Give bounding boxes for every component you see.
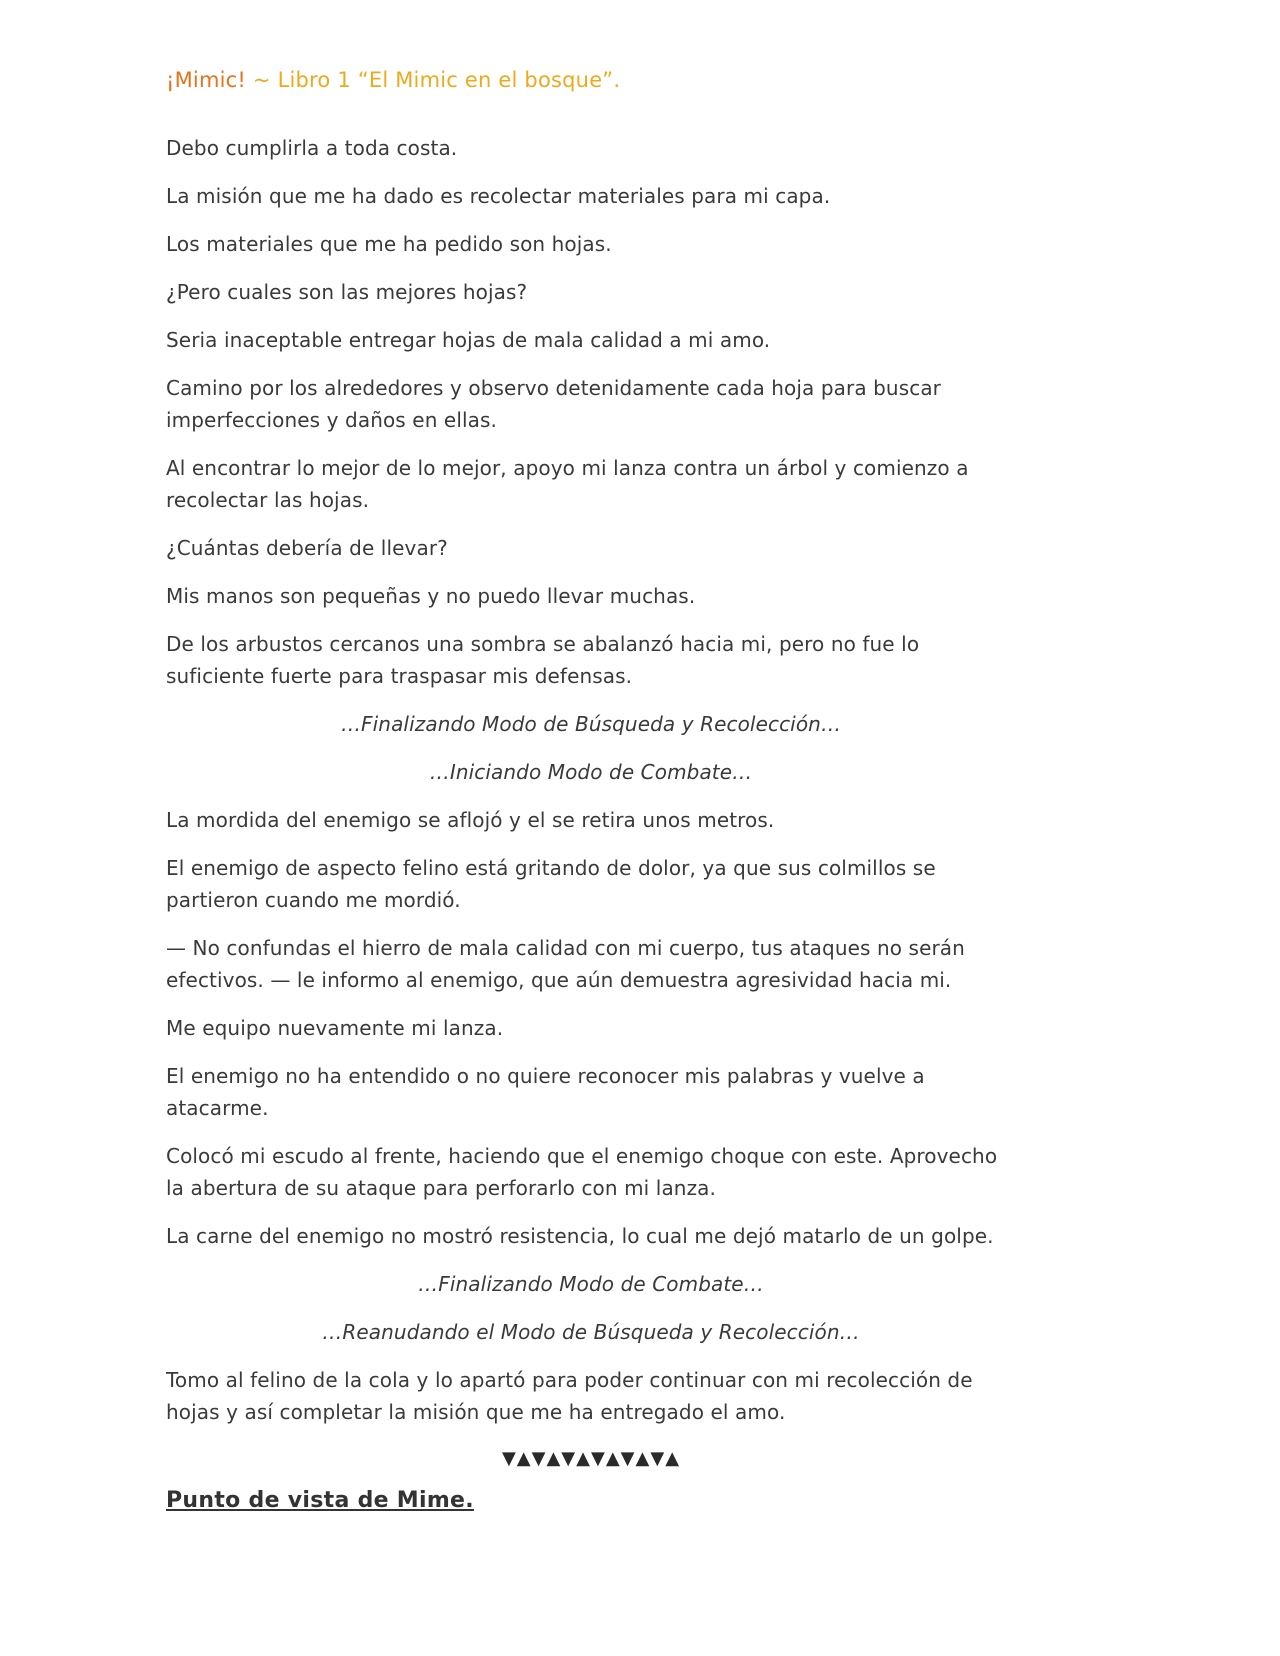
paragraph: El enemigo de aspecto felino está gritando de dolor, ya que sus colmillos se partieron cuando me mordió. <box>166 856 936 912</box>
paragraph: Me equipo nuevamente mi lanza. <box>166 1016 504 1040</box>
section-divider: ▼▲▼▲▼▲▼▲▼▲▼▲ <box>501 1448 681 1469</box>
paragraph: De los arbustos cercanos una sombra se abalanzó hacia mi, pero no fue lo suficiente fuerte para traspasar mis defensas. <box>166 632 920 688</box>
header-brand: ¡Mimic! <box>166 68 247 92</box>
system-message: …Finalizando Modo de Combate… <box>418 1272 764 1296</box>
system-message: …Reanudando el Modo de Búsqueda y Recolección… <box>322 1320 860 1344</box>
paragraph: Seria inaceptable entregar hojas de mala calidad a mi amo. <box>166 328 771 352</box>
paragraph: Los materiales que me ha pedido son hojas. <box>166 232 612 256</box>
paragraph: ¿Cuántas debería de llevar? <box>166 536 448 560</box>
paragraph: Debo cumplirla a toda costa. <box>166 136 458 160</box>
header-title: ~ Libro 1 “El Mimic en el bosque”. <box>246 68 621 92</box>
system-message: …Finalizando Modo de Búsqueda y Recolección… <box>340 712 842 736</box>
paragraph: — No confundas el hierro de mala calidad con mi cuerpo, tus ataques no serán efectivos. — le informo al enemigo, que aún demuestra agresividad hacia mi. <box>166 936 965 992</box>
system-message: …Iniciando Modo de Combate… <box>429 760 753 784</box>
section-title: Punto de vista de Mime. <box>166 1488 474 1513</box>
paragraph: El enemigo no ha entendido o no quiere reconocer mis palabras y vuelve a atacarme. <box>166 1064 925 1120</box>
paragraph: La carne del enemigo no mostró resistencia, lo cual me dejó matarlo de un golpe. <box>166 1224 994 1248</box>
running-header <box>166 68 1016 92</box>
paragraph: La mordida del enemigo se aflojó y el se retira unos metros. <box>166 808 775 832</box>
paragraph: Camino por los alrededores y observo detenidamente cada hoja para buscar imperfecciones y daños en ellas. <box>166 376 942 432</box>
paragraph: La misión que me ha dado es recolectar materiales para mi capa. <box>166 184 831 208</box>
paragraph: ¿Pero cuales son las mejores hojas? <box>166 280 528 304</box>
paragraph: Mis manos son pequeñas y no puedo llevar muchas. <box>166 584 696 608</box>
paragraph: Tomo al felino de la cola y lo apartó para poder continuar con mi recolección de hojas y así completar la misión que me ha entregado el amo. <box>166 1368 973 1424</box>
paragraph: Colocó mi escudo al frente, haciendo que el enemigo choque con este. Aprovecho la abertura de su ataque para perforarlo con mi lanza. <box>166 1144 998 1200</box>
document-page <box>166 68 1016 1513</box>
paragraph: Al encontrar lo mejor de lo mejor, apoyo mi lanza contra un árbol y comienzo a recolectar las hojas. <box>166 456 969 512</box>
